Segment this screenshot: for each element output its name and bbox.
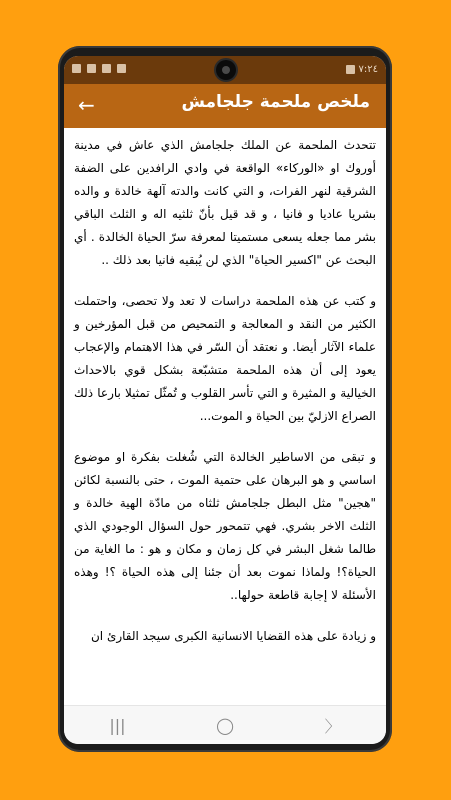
battery-icon xyxy=(72,64,81,73)
paragraph: و زيادة على هذه القضايا الانسانية الكبرى سيجد القارئ ان xyxy=(90,629,376,643)
front-camera xyxy=(216,60,236,80)
nav-back-icon[interactable]: 〉 xyxy=(324,716,341,736)
back-arrow-icon[interactable]: ← xyxy=(78,93,95,117)
article-content[interactable] xyxy=(64,128,386,706)
paragraph: تتحدث الملحمة عن الملك جلجامش الذي عاش في مدينة أوروك او «الوركاء» الواقعة في وادي الرافدين على الضفة الشرقية لنهر الفرات، و التي كانت والدته آلهة خالدة و والده بشريا عاديا و فانيا ، و قد قيل بأنّ ثلثيه اله و الثلث الباقي بشر مما جعله يسعى مستميتا لمعرفة سرّ الحياة الخالدة . أي البحث عن "اكسير الحياة" الذي لن يُبقيه فانيا بعد ذلك .. xyxy=(74,138,376,267)
page-title: ملخص ملحمة جلجامش xyxy=(181,92,370,112)
paragraph: و تبقى من الاساطير الخالدة التي شُغلت بفكرة او موضوع اساسي و هو البرهان على حتمية الموت ، حتى بالنسبة لكائن "هجين" مثل البطل جلجامش ثلثاه من مادّة الهية خالدة و الثلث الاخر بشري. فهي تتمحور حول السؤال الوجودي الذي طالما شغل البشر في كل زمان و مكان و هو : ما الغاية من الحياة؟! ولماذا نموت بعد أن جئنا إلى هذه الحياة ؟! وهذه الأسئلة لا إجابة قاطعة حولها.. xyxy=(74,450,376,602)
status-time: ٧:٢٤ xyxy=(358,64,378,75)
status-icons-left xyxy=(72,64,126,73)
signal-icon xyxy=(87,64,96,73)
status-icons-right xyxy=(346,64,378,75)
home-icon[interactable]: ◯ xyxy=(216,715,235,735)
wifi-icon xyxy=(102,64,111,73)
screen xyxy=(64,56,386,744)
paragraph: و كتب عن هذه الملحمة دراسات لا تعد ولا تحصى، واحتملت الكثير من النقد و المعالجة و التمحيص من قبل المؤرخين و علماء الآثار أيضا. و نعتقد أن السّر في هذا الاهتمام والإعجاب يعود إلى أن هذه الملحمة متشبّعة بشكل قوي بالاحداث الخيالية و المثيرة و التي تأسر القلوب و تُمثّل تمثيلا بارعا ذلك الصراع الازليّ بين الحياة و الموت... xyxy=(74,294,376,423)
mute-icon xyxy=(117,64,126,73)
status-bar xyxy=(64,56,386,84)
system-nav-bar xyxy=(64,705,386,744)
app-bar xyxy=(64,84,386,128)
recent-apps-icon[interactable]: ||| xyxy=(109,715,126,735)
notification-icon xyxy=(346,65,355,74)
